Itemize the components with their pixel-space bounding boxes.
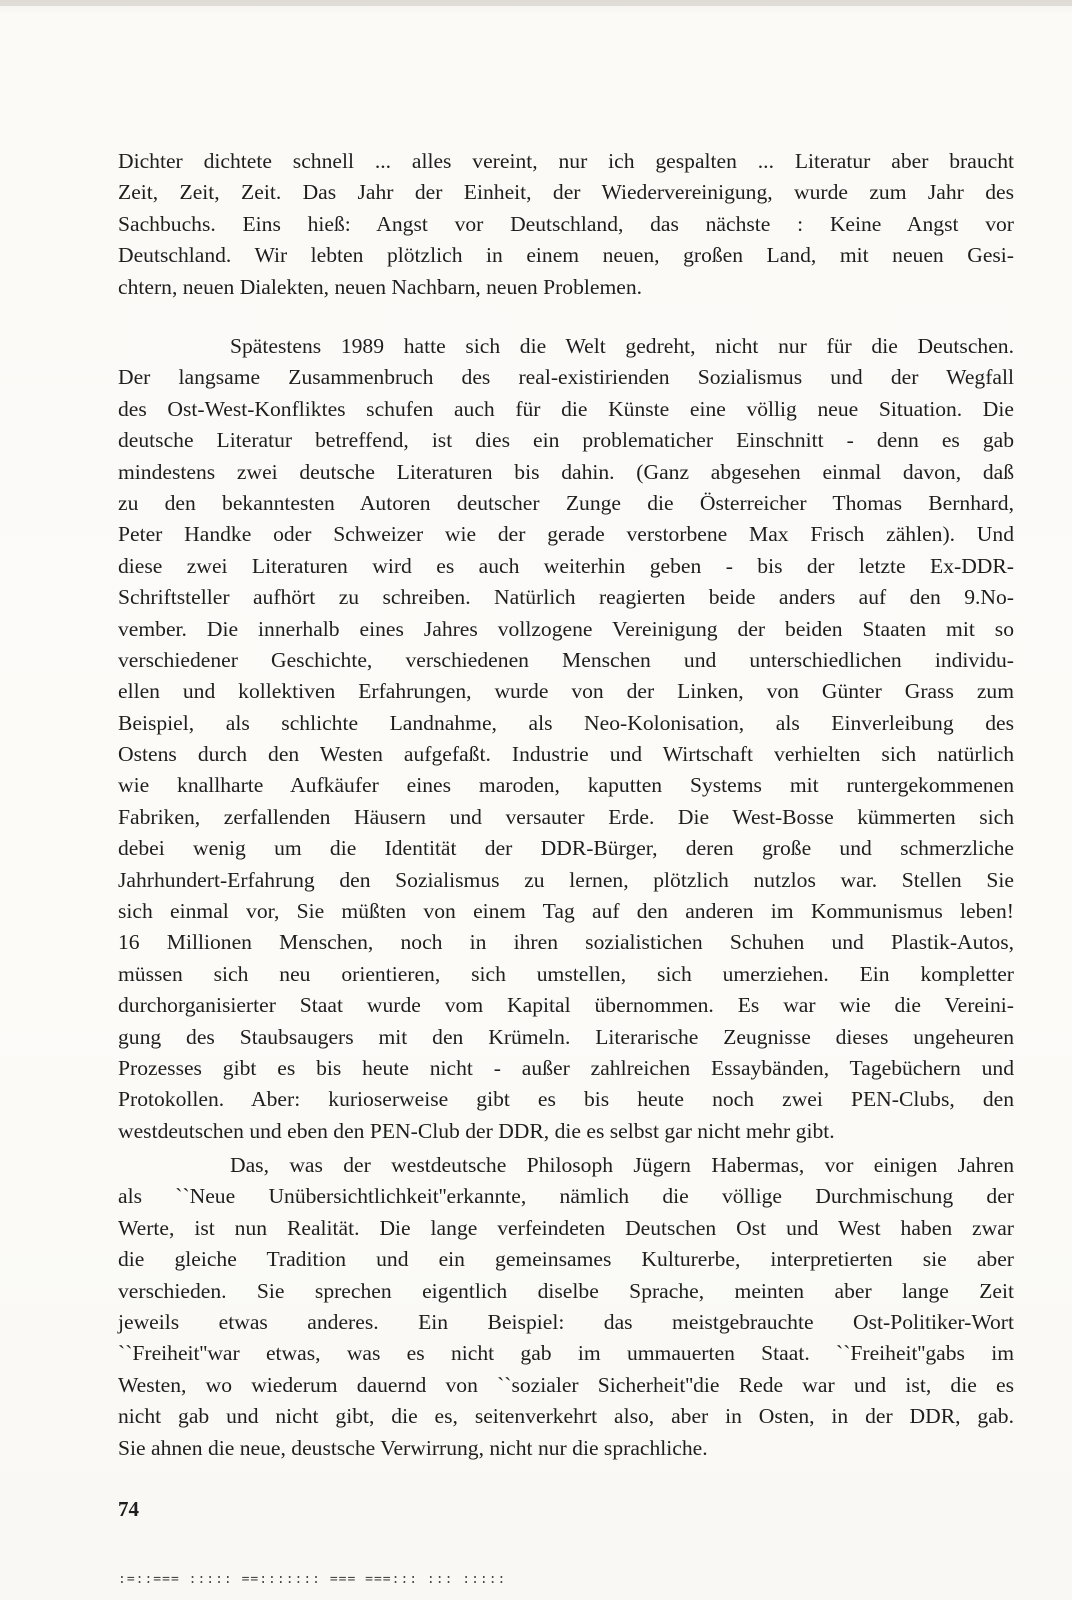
text-line: Prozesses gibt es bis heute nicht - außer zahlreichen Essaybänden, Tagebüchern und <box>118 1055 1014 1080</box>
text-line: zu den bekanntesten Autoren deutscher Zunge die Österreicher Thomas Bernhard, <box>118 490 1014 515</box>
text-line: gung des Staubsaugers mit den Krümeln. Literarische Zeugnisse dieses ungeheuren <box>118 1024 1014 1049</box>
text-line: debei wenig um die Identität der DDR-Bürger, deren große und schmerzliche <box>118 836 1014 861</box>
text-line: westdeutschen und eben den PEN-Club der DDR, die es selbst gar nicht mehr gibt. <box>118 1118 835 1143</box>
text-line: diese zwei Literaturen wird es auch weiterhin geben - bis der letzte Ex-DDR- <box>118 553 1014 578</box>
text-line: Protokollen. Aber: kurioserweise gibt es bis heute noch zwei PEN-Clubs, den <box>118 1087 1014 1112</box>
text-line: Deutschland. Wir lebten plötzlich in einem neuen, großen Land, mit neuen Gesi- <box>118 243 1014 268</box>
text-line: mindestens zwei deutsche Literaturen bis dahin. (Ganz abgesehen einmal davon, daß <box>118 459 1014 484</box>
page-top-edge <box>0 0 1072 6</box>
text-line: müssen sich neu orientieren, sich umstellen, sich umerziehen. Ein kompletter <box>118 961 1014 986</box>
footer-marks: :=::=== ::::: ==::::::: === ===::: ::: ::::: <box>118 1572 507 1587</box>
text-line: verschieden. Sie sprechen eigentlich diselbe Sprache, meinten aber lange Zeit <box>118 1278 1014 1303</box>
text-line: Ostens durch den Westen aufgefaßt. Industrie und Wirtschaft verhielten sich natürlich <box>118 742 1014 767</box>
text-line: Sie ahnen die neue, deustsche Verwirrung, nicht nur die sprachliche. <box>118 1435 708 1460</box>
paragraph-1 <box>118 146 1014 303</box>
text-line: ``Freiheit''war etwas, was es nicht gab im ummauerten Staat. ``Freiheit''gabs im <box>118 1341 1014 1366</box>
text-line: Westen, wo wiederum dauernd von ``sozialer Sicherheit''die Rede war und ist, die es <box>118 1372 1014 1397</box>
text-line: Der langsame Zusammenbruch des real-existirienden Sozialismus und der Wegfall <box>118 365 1014 390</box>
text-line: verschiedener Geschichte, verschiedenen Menschen und unterschiedlichen individu- <box>118 647 1014 672</box>
text-line: die gleiche Tradition und ein gemeinsames Kulturerbe, interpretierten sie aber <box>118 1247 1014 1272</box>
text-line: Das, was der westdeutsche Philosoph Jügern Habermas, vor einigen Jahren <box>230 1153 1014 1177</box>
text-line: Peter Handke oder Schweizer wie der gerade verstorbene Max Frisch zählen). Und <box>118 522 1014 547</box>
text-line: Werte, ist nun Realität. Die lange verfeindeten Deutschen Ost und West haben zwar <box>118 1215 1014 1240</box>
text-line: Spätestens 1989 hatte sich die Welt gedreht, nicht nur für die Deutschen. <box>230 334 1014 358</box>
text-line: Jahrhundert-Erfahrung den Sozialismus zu lernen, plötzlich nutzlos war. Stellen Sie <box>118 867 1014 892</box>
text-line: vember. Die innerhalb eines Jahres vollzogene Vereinigung der beiden Staaten mit so <box>118 616 1014 641</box>
text-line: Dichter dichtete schnell ... alles vereint, nur ich gespalten ... Literatur aber braucht <box>118 149 1014 173</box>
text-line: ellen und kollektiven Erfahrungen, wurde von der Linken, von Günter Grass zum <box>118 679 1014 704</box>
text-line: als ``Neue Unübersichtlichkeit''erkannte, nämlich die völlige Durchmischung der <box>118 1184 1014 1209</box>
text-line: des Ost-West-Konfliktes schufen auch für die Künste eine völlig neue Situation. Die <box>118 396 1014 421</box>
text-line: deutsche Literatur betreffend, ist dies ein problematicher Einschnitt - denn es gab <box>118 428 1014 453</box>
text-line: chtern, neuen Dialekten, neuen Nachbarn, neuen Problemen. <box>118 274 643 299</box>
paragraph-3 <box>118 1150 1014 1464</box>
text-line: sich einmal vor, Sie müßten von einem Tag auf den anderen im Kommunismus leben! <box>118 899 1014 924</box>
text-line: Fabriken, zerfallenden Häusern und versauter Erde. Die West-Bosse kümmerten sich <box>118 804 1014 829</box>
text-line: 16 Millionen Menschen, noch in ihren sozialistichen Schuhen und Plastik-Autos, <box>118 930 1014 955</box>
text-line: nicht gab und nicht gibt, die es, seitenverkehrt also, aber in Osten, in der DDR, gab. <box>118 1404 1014 1429</box>
text-line: jeweils etwas anderes. Ein Beispiel: das meistgebrauchte Ost-Politiker-Wort <box>118 1309 1014 1334</box>
text-line: Schriftsteller aufhört zu schreiben. Natürlich reagierten beide anders auf den 9.No- <box>118 585 1014 610</box>
text-line: durchorganisierter Staat wurde vom Kapital übernommen. Es war wie die Vereini- <box>118 993 1014 1018</box>
text-line: Zeit, Zeit, Zeit. Das Jahr der Einheit, der Wiedervereinigung, wurde zum Jahr des <box>118 180 1014 205</box>
paragraph-2 <box>118 331 1014 1147</box>
text-line: Beispiel, als schlichte Landnahme, als Neo-Kolonisation, als Einverleibung des <box>118 710 1014 735</box>
text-line: wie knallharte Aufkäufer eines maroden, kaputten Systems mit runtergekommenen <box>118 773 1014 798</box>
text-line: Sachbuchs. Eins hieß: Angst vor Deutschland, das nächste : Keine Angst vor <box>118 211 1014 236</box>
page-number: 74 <box>118 1497 139 1521</box>
